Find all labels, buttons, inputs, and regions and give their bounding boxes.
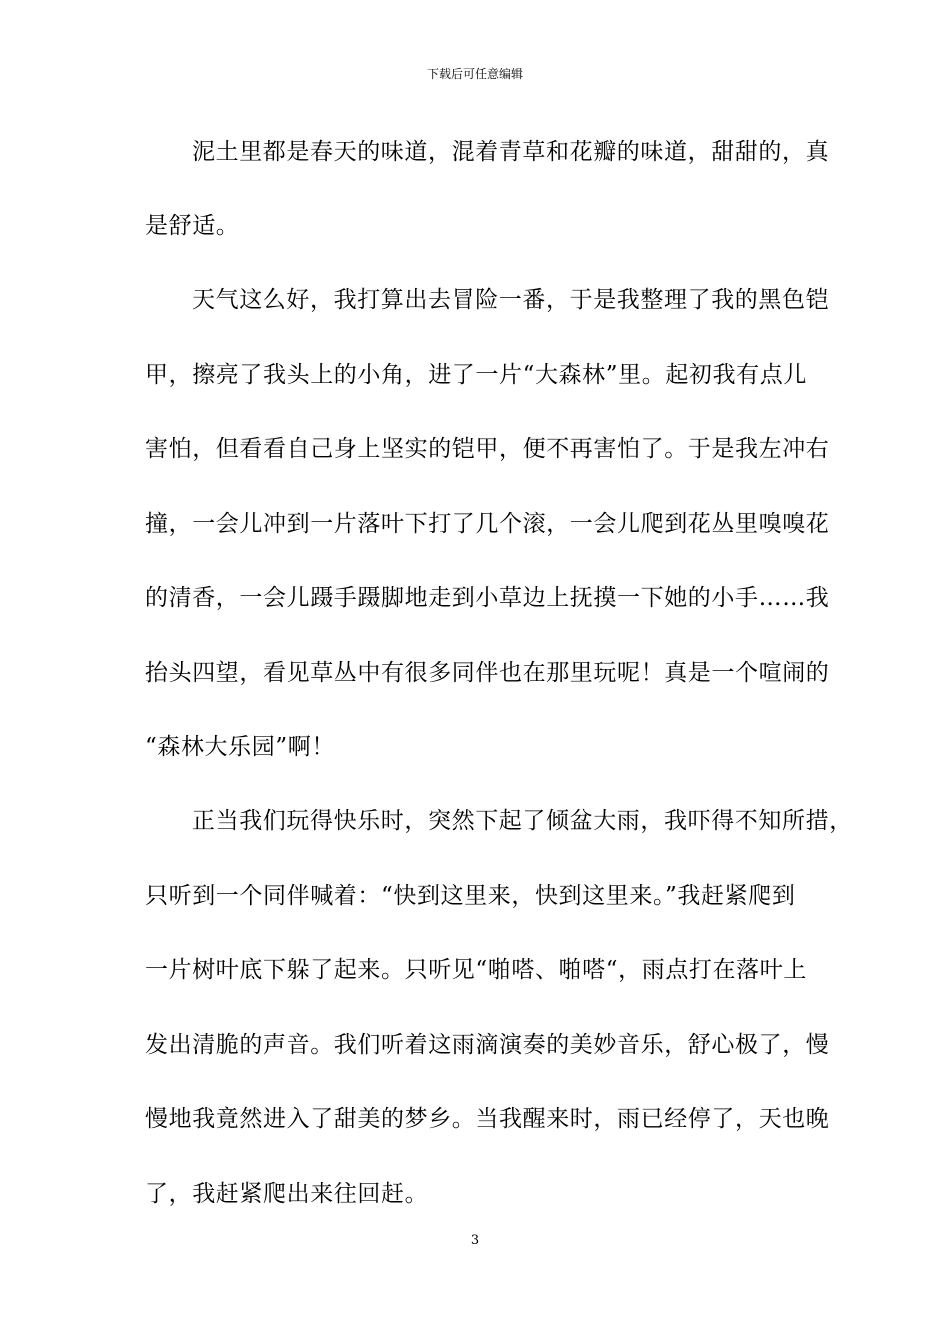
paragraph-3-line-3: 一片树叶底下躲了起来。只听见“啪嗒、啪嗒“，雨点打在落叶上 <box>145 957 807 983</box>
paragraph-1-line-2: 是舒适。 <box>145 213 240 239</box>
paragraph-2-line-7: “森林大乐园”啊！ <box>145 734 335 760</box>
paragraph-3-line-6: 了，我赶紧爬出来往回赶。 <box>145 1181 429 1207</box>
paragraph-3-line-2: 只听到一个同伴喊着：“快到这里来，快到这里来。”我赶紧爬到 <box>145 883 796 909</box>
page-number: 3 <box>470 1233 480 1248</box>
paragraph-3-line-4: 发出清脆的声音。我们听着这雨滴演奏的美妙音乐，舒心极了，慢 <box>145 1032 830 1058</box>
paragraph-2-line-1: 天气这么好，我打算出去冒险一番，于是我整理了我的黑色铠 <box>192 287 830 313</box>
paragraph-2-line-4: 撞，一会儿冲到一片落叶下打了几个滚，一会儿爬到花丛里嗅嗅花 <box>145 511 830 537</box>
paragraph-2-line-3: 害怕，但看看自己身上坚实的铠甲，便不再害怕了。于是我左冲右 <box>145 436 830 462</box>
paragraph-2-line-2: 甲，擦亮了我头上的小角，进了一片“大森林”里。起初我有点儿 <box>145 362 807 388</box>
paragraph-3-line-5: 慢地我竟然进入了甜美的梦乡。当我醒来时，雨已经停了，天也晚 <box>145 1106 830 1132</box>
paragraph-2-line-6: 抬头四望，看见草丛中有很多同伴也在那里玩呢！真是一个喧闹的 <box>145 660 830 686</box>
paragraph-3-line-1: 正当我们玩得快乐时，突然下起了倾盆大雨，我吓得不知所措， <box>192 808 853 834</box>
paragraph-1-line-1: 泥土里都是春天的味道，混着青草和花瓣的味道，甜甜的，真 <box>192 139 830 165</box>
page-header: 下载后可任意编辑 <box>426 67 523 81</box>
paragraph-2-line-5: 的清香，一会儿蹑手蹑脚地走到小草边上抚摸一下她的小手……我 <box>145 585 830 611</box>
